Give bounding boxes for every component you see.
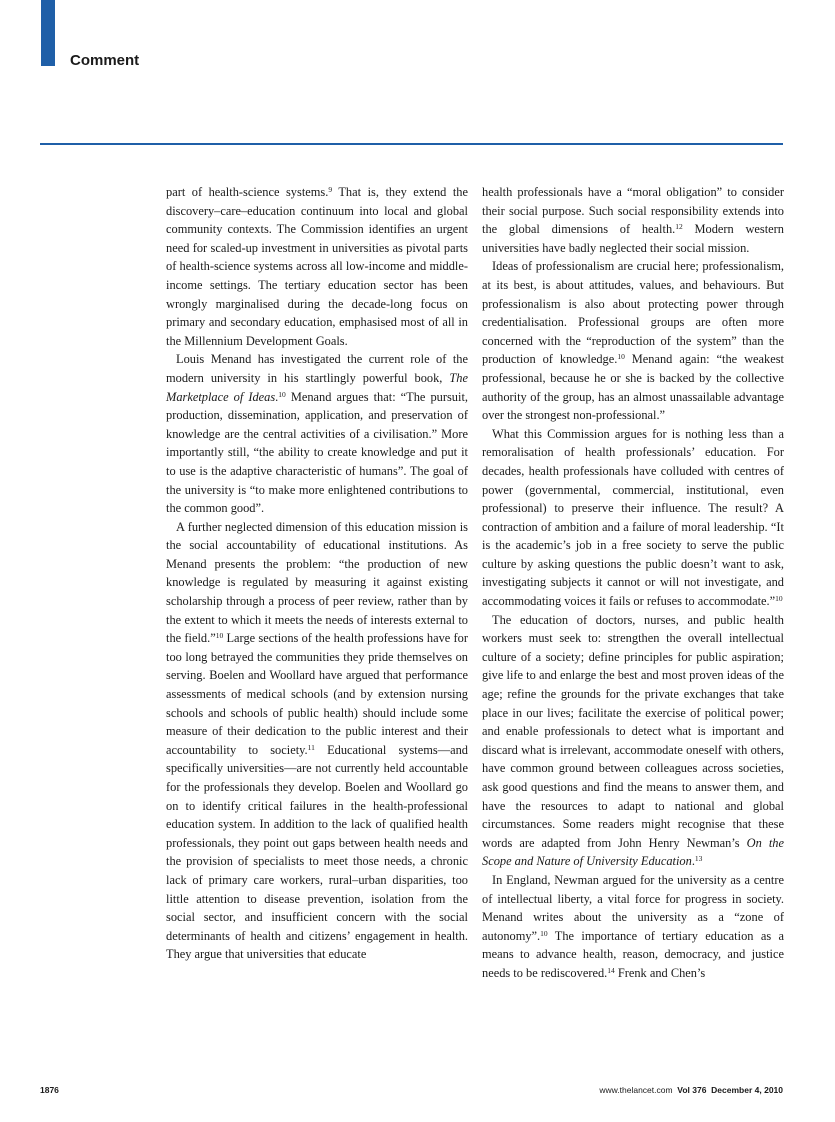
citation-ref: 10	[617, 352, 625, 362]
text-run: In England, Newman argued for the university as a centre of intellectual liberty, a vital force for progress in society. Menand writes about the university as a “zone of autonomy”.	[482, 872, 784, 943]
text-run: Large sections of the health professions have for too long betrayed the communities they pride themselves on serving. Boelen and Woollard have argued that performance assessments of medical schools (and by extension nursing schools and schools of public health) should include some measure of their dedication to the public interest and their accountability to society.	[166, 631, 468, 757]
citation-ref: 14	[607, 965, 615, 975]
paragraph	[166, 350, 468, 517]
book-title: On the Scope and Nature of University Education	[482, 835, 784, 869]
text-run: .	[691, 854, 695, 869]
citation-ref: 12	[675, 222, 683, 232]
text-run: Ideas of professionalism are crucial here; professionalism, at its best, is about attitudes, values, and behaviours. But professionalism is also about protecting power through credentialisation. Professional groups are often more concerned with the “reproduction of the system” than the production of knowledge.	[482, 259, 784, 367]
citation-ref: 10	[775, 594, 783, 604]
paragraph	[482, 871, 784, 983]
book-title: The Marketplace of Ideas	[166, 370, 468, 404]
citation-ref: 10	[215, 631, 224, 641]
text-run: That is, they extend the discovery–care–education continuum into local and global community contexts. The Commission identifies an urgent need for scaled-up investment in universities as pivotal parts of health-science systems across all low-income and middle-income settings. The tertiary education sector has been wrongly marginalised during the decade-long focus on primary and secondary education, emphasised most of all in the Millennium Development Goals.	[166, 185, 468, 348]
page-number: 1876	[40, 1085, 59, 1095]
paragraph	[166, 518, 468, 964]
paragraph	[482, 257, 784, 424]
text-run: What this Commission argues for is nothing less than a remoralisation of health professionals’ education. For decades, health professionals have colluded with centres of power (governmental, commercial, institutional, even professional) to preserve their influence. The result? A contraction of ambition and a failure of moral leadership. “It is the academic’s job in a free society to serve the public culture by asking questions the public doesn’t want to ask, investigating subjects it cannot or will not investigate, and accommodating voices it fails or refuses to accommodate.”	[482, 426, 784, 609]
paragraph	[166, 183, 468, 350]
text-run: A further neglected dimension of this education mission is the social accountability of educational institutions. As Menand presents the problem: “the production of new knowledge is regulated by measuring it against existing scholarship through a process of peer review, rather than by the extent to which it meets the needs of interests external to the field.”	[166, 519, 468, 646]
journal-site: www.thelancet.com	[599, 1085, 673, 1095]
header-rule	[40, 143, 783, 145]
text-run: Frenk and Chen’s	[614, 965, 706, 980]
text-run: Menand argues that: “The pursuit, production, dissemination, application, and preservation of knowledge are the central activities of a civilisation.” More importantly still, “the ability to create knowledge and put it to use is the adaptive characteristic of humans”. The goal of the university is “to make more enlightened contributions to the common good”.	[166, 389, 468, 516]
section-label: Comment	[70, 52, 140, 69]
section-accent-bar	[41, 0, 55, 66]
text-run: Menand again: “the weakest professional, because he or she is backed by the collective authority of the group, has an almost unassailable advantage over the strongest non-professional.”	[482, 352, 784, 423]
journal-info	[599, 1085, 783, 1095]
text-run: .	[275, 389, 279, 404]
text-run: The education of doctors, nurses, and public health workers must seek to: strengthen the overall intellectual culture of a society; define principles for public aspiration; give life to and enlarge the best and most proven ideas of the age; refine the grounds for the private exchanges that take place in our lives; facilitate the exercise of political power; and enable professionals to detect what is important and discard what is irrelevant, accommodate oneself with others, have common ground between colleagues across societies, ask good questions and find the means to answer them, and have the resources to adapt to national and global circumstances. Some readers might recognise that these words are adapted from John Henry Newman’s	[482, 612, 784, 850]
paragraph	[482, 611, 784, 871]
text-run: Modern western universities have badly neglected their social mission.	[482, 222, 784, 255]
citation-ref: 11	[307, 742, 315, 752]
paragraph	[482, 425, 784, 611]
paragraph	[482, 183, 784, 257]
citation-ref: 10	[540, 928, 548, 938]
left-column	[166, 183, 468, 964]
text-run: Louis Menand has investigated the current role of the modern university in his startlingly powerful book,	[166, 352, 468, 385]
citation-ref: 9	[328, 185, 333, 194]
journal-volume: Vol 376	[677, 1085, 707, 1095]
text-run: health professionals have a “moral obligation” to consider their social purpose. Such social responsibility extends into the global dimensions of health.	[482, 185, 784, 237]
text-run: The importance of tertiary education as a means to advance health, reason, democracy, and justice needs to be rediscovered.	[482, 928, 784, 980]
text-run: Educational systems—and specifically universities—are not currently held accountable for the professionals they develop. Boelen and Woollard go on to identify critical failures in the health-professional education system. In addition to the lack of qualified health professionals, they point out gaps between health needs and the provision of specialists to meet those needs, a chronic lack of primary care workers, rural–urban disparities, too little attention to disease prevention, isolation from the social sector, and insufficient concern with the social determinants of health and citizens’ engagement in health. They argue that universities that educate	[166, 742, 468, 962]
journal-date: December 4, 2010	[711, 1085, 783, 1095]
right-column	[482, 183, 784, 983]
text-run: part of health-science systems.	[166, 185, 329, 199]
citation-ref: 10	[278, 389, 286, 399]
citation-ref: 13	[694, 854, 703, 864]
